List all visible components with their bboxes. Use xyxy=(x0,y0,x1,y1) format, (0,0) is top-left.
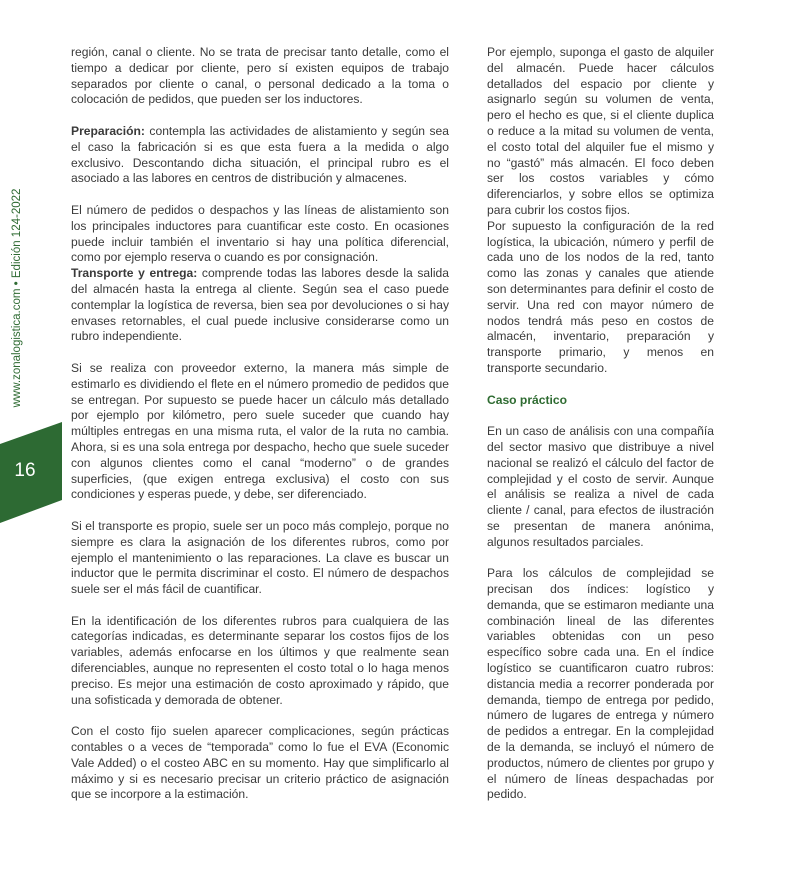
page-number: 16 xyxy=(14,460,36,481)
paragraph: Para los cálculos de complejidad se precisan dos índices: logístico y demanda, que se estimaron mediante una combinación lineal de las diferentes variables obtenidas con un peso específico sobre cada una. En el índice logístico se cuantificaron cuatro rubros: distancia media a recorrer ponderada por demanda, tiempo de entrega por pedido, número de lugares de entrega y número de pedidos a entregar. En la complejidad de la demanda, se incluyó el número de productos, número de clientes por grupo y el número de líneas despachadas por pedido. xyxy=(487,566,714,802)
paragraph: región, canal o cliente. No se trata de precisar tanto detalle, como el tiempo a dedicar por cliente, pero sí existen equipos de trabajo separados por cliente o canal, o personal dedicado a la toma o colocación de pedidos, que pueden ser los inductores. xyxy=(71,45,449,107)
paragraph: Si el transporte es propio, suele ser un poco más complejo, porque no siempre es clara la asignación de los diferentes rubros, como por ejemplo el mantenimiento o las reparaciones. La clave es buscar un inductor que le permita discriminar el costo. El número de despachos suele ser el más fácil de cuantificar. xyxy=(71,518,449,597)
paragraph: Con el costo fijo suelen aparecer complicaciones, según prácticas contables o a veces de “temporada” como lo fue el EVA (Economic Vale Added) o el costeo ABC en su momento. Hay que simplificarlo al máximo y si es necesario precisar un criterio práctico de asignación que se incorpore a la estimación. xyxy=(71,724,449,802)
paragraph: Por supuesto la configuración de la red logística, la ubicación, número y perfil de cada uno de los nodos de la red, tanto como las zonas y canales que atiende son determinantes para definir el costo de servir. Una red con mayor número de nodos tendrá más peso en costos de almacén, inventario, preparación y transporte primario, y menos en transporte secundario. xyxy=(487,218,714,375)
term-label: Transporte y entrega: xyxy=(71,266,198,281)
paragraph: Si se realiza con proveedor externo, la manera más simple de estimarlo es dividiendo el flete en el número promedio de pedidos que se entregan. Por supuesto se puede hacer un cálculo más detallado por ejemplo por kilómetro, pero suele suceder que cuando hay múltiples entregas en una misma ruta, el valor de la ruta no cambia. Ahora, si es una sola entrega por despacho, hecho que suele suceder con algunos clientes como el canal “moderno” o de grandes superficies, (que exigen entrega exclusiva) el costo con sus condiciones y esperas puede, y debe, ser diferenciado. xyxy=(71,360,449,502)
section-heading: Caso práctico xyxy=(487,392,567,407)
paragraph-text: contempla las actividades de alistamiento y según sea el caso la fabricación si es que esta fuera a la medida o algo exclusivo. Descontando dicha situación, el principal rubro es el asociado a las labores en centros de distribución y almacenes. xyxy=(71,123,449,186)
sidebar-url-text: www.zonalogistica.com • Edición 124-2022 xyxy=(11,188,23,407)
paragraph-text: comprende todas las labores desde la salida del almacén hasta la entrega al cliente. Según sea el caso puede contemplar la logística de reversa, bien sea por devoluciones o si hay envases retornables, el cual puede inclusive considerarse como un rubro independiente. xyxy=(71,266,449,344)
right-column xyxy=(487,45,714,819)
paragraph xyxy=(71,266,449,345)
paragraph: El número de pedidos o despachos y las líneas de alistamiento son los principales inductores para cuantificar este costo. En ocasiones puede incluir también el inventario si hay una política diferencial, como por ejemplo reserva o cuando es por consignación. xyxy=(71,202,449,265)
sidebar-url xyxy=(6,175,28,420)
term-label: Preparación: xyxy=(71,123,145,138)
paragraph: Por ejemplo, suponga el gasto de alquiler del almacén. Puede hacer cálculos detallados del espacio por cliente y asignarlo según su volumen de venta, pero el hecho es que, si el cliente duplica o reduce a la mitad su volumen de venta, el costo total del alquiler fue el mismo y no “gastó” más almacén. El foco deben ser los costos variables y cómo diferenciarlos, y sobre ellos se optimiza para cubrir los costos fijos. xyxy=(487,45,714,217)
paragraph: En la identificación de los diferentes rubros para cualquiera de las categorías indicadas, es determinante separar los costos fijos de los variables, además enfocarse en los últimos y que realmente sean diferenciables, aunque no representen el costo total o lo haga menos preciso. Es mejor una estimación de costo aproximado y rápido, que una sofisticada y demorada de obtener. xyxy=(71,613,449,707)
paragraph: En un caso de análisis con una compañía del sector masivo que distribuye a nivel nacional se realizó el cálculo del factor de complejidad y el costo de servir. Aunque el análisis se realiza a nivel de cada cliente / canal, para efectos de ilustración se presentan de manera anónima, algunos resultados parciales. xyxy=(487,424,714,549)
paragraph xyxy=(71,124,449,187)
left-column xyxy=(71,45,449,819)
